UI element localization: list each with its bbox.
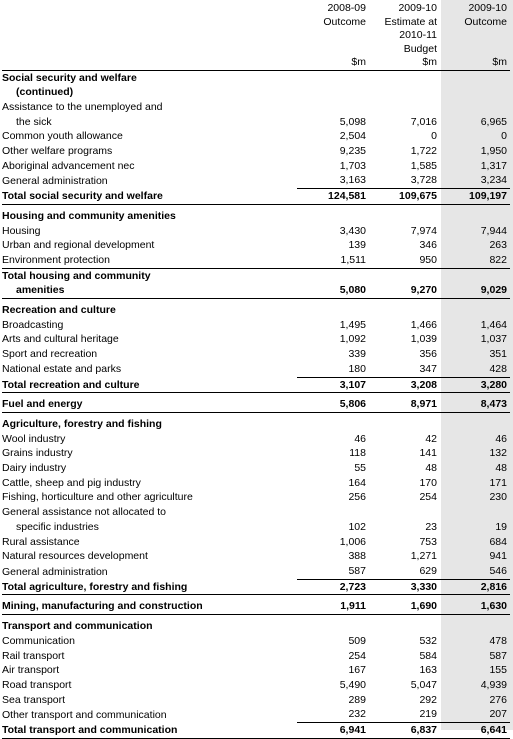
value-2009-10-outcome: 684 <box>489 535 507 548</box>
row-label: Fishing, horticulture and other agriculture <box>2 491 193 504</box>
value-2009-10-estimate: 753 <box>419 535 437 548</box>
row-label: General administration <box>2 174 108 187</box>
section-heading-row <box>2 619 510 634</box>
row-label: Mining, manufacturing and construction <box>2 599 297 614</box>
value-2008-09-outcome: 118 <box>349 447 366 460</box>
value-2009-10-estimate: 532 <box>419 634 437 647</box>
value-2008-09-outcome: 124,581 <box>297 189 369 205</box>
row-label: Wool industry <box>2 432 66 445</box>
value-2008-09-outcome: 102 <box>348 520 366 533</box>
row-label: amenities <box>2 283 297 298</box>
table-row <box>2 549 510 564</box>
table-row <box>2 362 510 377</box>
row-label: Communication <box>2 634 75 647</box>
value-2009-10-estimate: 584 <box>419 649 437 662</box>
value-2008-09-outcome: 1,511 <box>340 253 366 266</box>
value-2009-10-estimate: 5,047 <box>410 678 437 691</box>
col2-budget: Budget <box>403 42 437 55</box>
value-2009-10-outcome <box>440 85 510 100</box>
value-2009-10-outcome <box>440 70 510 85</box>
value-2009-10-estimate: 1,466 <box>410 318 437 331</box>
value-2008-09-outcome: 1,006 <box>339 535 366 548</box>
table-row <box>2 253 510 268</box>
table-row <box>2 318 510 333</box>
value-2008-09-outcome: 289 <box>348 693 366 706</box>
value-2008-09-outcome: 388 <box>348 550 366 563</box>
value-2008-09-outcome: 3,107 <box>297 377 369 393</box>
table-row <box>2 347 510 362</box>
value-2009-10-outcome <box>440 100 510 115</box>
row-label: Common youth allowance <box>2 130 123 143</box>
section-heading-row <box>2 70 510 85</box>
table-row <box>2 129 510 144</box>
table-row <box>2 238 510 253</box>
row-label: General assistance not allocated to <box>2 506 167 519</box>
col1-year: 2008-09 <box>327 2 366 14</box>
value-2009-10-outcome: 46 <box>495 432 507 445</box>
value-2009-10-estimate <box>369 209 440 224</box>
value-2008-09-outcome: 6,941 <box>297 723 369 739</box>
col1-type: Outcome <box>323 15 366 28</box>
col3-type: Outcome <box>464 15 507 28</box>
value-2009-10-estimate: 219 <box>419 708 437 721</box>
unit-label: $m <box>297 56 369 70</box>
section-heading-row <box>2 303 510 318</box>
total-row <box>2 377 510 393</box>
row-label: Total recreation and culture <box>2 377 297 393</box>
value-2009-10-outcome: 230 <box>489 491 507 504</box>
value-2009-10-estimate: 950 <box>419 253 437 266</box>
row-label: Assistance to the unemployed and <box>2 100 163 113</box>
value-2008-09-outcome: 2,504 <box>339 130 366 143</box>
value-2008-09-outcome: 509 <box>348 634 366 647</box>
value-2009-10-estimate <box>369 85 440 100</box>
value-2008-09-outcome <box>297 505 369 520</box>
value-2008-09-outcome: 55 <box>354 462 366 475</box>
row-label: Other welfare programs <box>2 145 113 158</box>
section-heading-row <box>2 85 510 100</box>
value-2009-10-outcome: 1,630 <box>440 599 510 614</box>
value-2009-10-estimate: 48 <box>425 462 437 475</box>
value-2009-10-estimate: 3,330 <box>369 579 440 595</box>
row-label: Other transport and communication <box>2 708 167 721</box>
table-row <box>2 115 510 130</box>
value-2009-10-outcome <box>440 268 510 283</box>
value-2008-09-outcome: 139 <box>348 239 366 252</box>
total-row <box>2 283 510 298</box>
value-2009-10-outcome: 1,037 <box>480 333 507 346</box>
row-label: Rail transport <box>2 649 65 662</box>
value-2008-09-outcome: 3,163 <box>339 174 366 187</box>
value-2008-09-outcome: 5,098 <box>339 115 366 128</box>
table-row <box>2 268 510 283</box>
value-2008-09-outcome <box>297 100 369 115</box>
table-row <box>2 678 510 693</box>
value-2009-10-estimate: 109,675 <box>369 189 440 205</box>
table-row <box>2 693 510 708</box>
value-2009-10-estimate: 292 <box>419 693 437 706</box>
value-2009-10-outcome <box>440 303 510 318</box>
row-label: Total transport and communication <box>2 723 297 739</box>
table-row <box>2 224 510 239</box>
value-2009-10-estimate: 1,039 <box>410 333 437 346</box>
row-label: the sick <box>16 115 52 128</box>
value-2009-10-outcome <box>440 619 510 634</box>
value-2009-10-estimate: 141 <box>419 447 437 460</box>
value-2009-10-outcome: 2,816 <box>440 579 510 595</box>
table-row <box>2 173 510 188</box>
row-label: Agriculture, forestry and fishing <box>2 417 162 430</box>
row-label: Grains industry <box>2 447 73 460</box>
col3-year: 2009-10 <box>468 2 507 14</box>
value-2009-10-outcome: 428 <box>489 362 507 375</box>
row-label: Housing <box>2 224 41 237</box>
value-2009-10-outcome: 48 <box>495 462 507 475</box>
value-2009-10-outcome: 276 <box>489 693 507 706</box>
row-label: (continued) <box>16 86 74 99</box>
table-row <box>2 446 510 461</box>
value-2009-10-estimate: 346 <box>419 239 437 252</box>
value-2009-10-estimate <box>369 100 440 115</box>
table-row <box>2 707 510 722</box>
table-row <box>2 100 510 115</box>
table-row <box>2 649 510 664</box>
unit-label: $m <box>369 56 440 70</box>
row-label: General administration <box>2 565 108 578</box>
section-heading-row <box>2 417 510 432</box>
total-row <box>2 599 510 614</box>
value-2008-09-outcome <box>297 85 369 100</box>
col2-budget-year: 2010-11 <box>399 29 437 41</box>
table-row <box>2 634 510 649</box>
row-label: Fuel and energy <box>2 397 297 412</box>
row-label: Sport and recreation <box>2 348 98 361</box>
value-2009-10-outcome: 4,939 <box>480 678 507 691</box>
value-2009-10-outcome: 9,029 <box>440 283 510 298</box>
value-2009-10-estimate: 8,971 <box>369 397 440 412</box>
value-2009-10-estimate: 6,837 <box>369 723 440 739</box>
value-2008-09-outcome <box>297 70 369 85</box>
row-label: Broadcasting <box>2 318 64 331</box>
total-row <box>2 579 510 595</box>
row-label: Total agriculture, forestry and fishing <box>2 579 297 595</box>
value-2009-10-estimate: 7,974 <box>410 224 437 237</box>
value-2009-10-estimate: 9,270 <box>369 283 440 298</box>
value-2009-10-outcome: 132 <box>489 447 507 460</box>
row-label: Air transport <box>2 664 60 677</box>
value-2008-09-outcome: 1,703 <box>339 159 366 172</box>
expenses-table <box>2 2 510 739</box>
row-label: Urban and regional development <box>2 239 155 252</box>
value-2009-10-estimate <box>369 70 440 85</box>
col2-year: 2009-10 <box>398 2 437 14</box>
row-label: Road transport <box>2 678 72 691</box>
table-row <box>2 432 510 447</box>
value-2008-09-outcome: 339 <box>348 348 366 361</box>
table-row <box>2 490 510 505</box>
value-2009-10-estimate: 1,271 <box>410 550 437 563</box>
row-label: Arts and cultural heritage <box>2 333 119 346</box>
value-2008-09-outcome: 5,806 <box>297 397 369 412</box>
value-2009-10-outcome: 6,965 <box>480 115 507 128</box>
table-row <box>2 159 510 174</box>
value-2009-10-estimate: 3,208 <box>369 377 440 393</box>
value-2009-10-outcome: 7,944 <box>480 224 507 237</box>
row-label: specific industries <box>16 520 99 533</box>
table-body <box>2 70 510 738</box>
row-label: Total social security and welfare <box>2 189 297 205</box>
value-2008-09-outcome: 3,430 <box>339 224 366 237</box>
value-2008-09-outcome: 180 <box>348 362 366 375</box>
row-label: Natural resources development <box>2 550 148 563</box>
row-label: Environment protection <box>2 253 110 266</box>
row-label: Transport and communication <box>2 620 153 633</box>
value-2009-10-estimate <box>369 505 440 520</box>
value-2009-10-estimate <box>369 619 440 634</box>
table-row <box>2 505 510 520</box>
table-row <box>2 535 510 550</box>
col2-type: Estimate at <box>384 15 437 28</box>
total-row <box>2 189 510 205</box>
value-2009-10-outcome: 546 <box>489 565 507 577</box>
section-heading-row <box>2 209 510 224</box>
table-row <box>2 332 510 347</box>
value-2008-09-outcome: 167 <box>348 664 366 677</box>
row-label: Housing and community amenities <box>2 209 176 222</box>
value-2009-10-estimate <box>369 417 440 432</box>
value-2009-10-outcome: 263 <box>489 239 507 252</box>
value-2009-10-estimate: 1,690 <box>369 599 440 614</box>
value-2008-09-outcome <box>297 303 369 318</box>
value-2009-10-estimate: 254 <box>419 491 437 504</box>
value-2009-10-outcome: 1,317 <box>480 159 507 172</box>
row-label: Cattle, sheep and pig industry <box>2 476 141 489</box>
value-2008-09-outcome: 46 <box>354 432 366 445</box>
value-2009-10-outcome: 0 <box>501 130 507 143</box>
value-2009-10-estimate <box>369 268 440 283</box>
value-2009-10-estimate: 42 <box>425 432 437 445</box>
table-row <box>2 520 510 535</box>
row-label: Social security and welfare <box>2 71 137 84</box>
value-2009-10-estimate: 163 <box>419 664 437 677</box>
value-2009-10-estimate: 1,722 <box>410 145 437 158</box>
unit-label: $m <box>440 56 510 70</box>
value-2009-10-estimate: 3,728 <box>410 174 437 187</box>
value-2009-10-outcome: 587 <box>489 649 507 662</box>
value-2009-10-estimate: 629 <box>419 565 437 577</box>
value-2009-10-estimate: 170 <box>419 476 437 489</box>
value-2008-09-outcome: 164 <box>348 476 366 489</box>
value-2009-10-outcome: 6,641 <box>440 723 510 739</box>
value-2008-09-outcome: 1,911 <box>297 599 369 614</box>
value-2009-10-outcome: 351 <box>489 348 507 361</box>
value-2009-10-outcome: 8,473 <box>440 397 510 412</box>
value-2009-10-estimate <box>369 303 440 318</box>
value-2009-10-outcome <box>440 505 510 520</box>
value-2008-09-outcome <box>297 417 369 432</box>
value-2009-10-outcome: 109,197 <box>440 189 510 205</box>
value-2009-10-estimate: 347 <box>419 362 437 375</box>
value-2009-10-outcome: 822 <box>489 253 507 266</box>
row-label: National estate and parks <box>2 363 122 376</box>
value-2008-09-outcome: 587 <box>348 565 366 577</box>
value-2009-10-estimate: 7,016 <box>410 115 437 128</box>
value-2009-10-estimate: 356 <box>419 348 437 361</box>
value-2008-09-outcome: 256 <box>348 491 366 504</box>
value-2009-10-estimate: 0 <box>431 130 437 143</box>
row-label: Rural assistance <box>2 535 80 548</box>
value-2009-10-estimate: 23 <box>425 520 437 533</box>
value-2009-10-outcome: 171 <box>489 476 507 489</box>
value-2008-09-outcome: 254 <box>348 649 366 662</box>
row-label: Dairy industry <box>2 462 67 475</box>
value-2008-09-outcome: 5,080 <box>297 283 369 298</box>
value-2009-10-outcome: 1,950 <box>480 145 507 158</box>
total-row <box>2 397 510 412</box>
row-label: Aboriginal advancement nec <box>2 159 135 172</box>
value-2009-10-outcome: 3,280 <box>440 377 510 393</box>
row-label: Recreation and culture <box>2 304 116 317</box>
table-row <box>2 663 510 678</box>
value-2009-10-outcome: 941 <box>489 550 507 563</box>
value-2008-09-outcome: 232 <box>348 708 366 721</box>
row-label: Sea transport <box>2 693 66 706</box>
value-2008-09-outcome <box>297 209 369 224</box>
value-2008-09-outcome <box>297 268 369 283</box>
row-label: Total housing and community <box>2 268 297 283</box>
value-2009-10-outcome <box>440 417 510 432</box>
value-2009-10-outcome: 19 <box>495 520 507 533</box>
value-2009-10-outcome: 1,464 <box>480 318 507 331</box>
value-2008-09-outcome: 1,495 <box>339 318 366 331</box>
value-2008-09-outcome: 2,723 <box>297 579 369 595</box>
value-2008-09-outcome <box>297 619 369 634</box>
table-row <box>2 564 510 579</box>
value-2009-10-outcome: 3,234 <box>480 174 507 187</box>
table-header <box>2 2 510 70</box>
value-2009-10-outcome: 478 <box>489 634 507 647</box>
value-2009-10-outcome: 155 <box>489 664 507 677</box>
total-row <box>2 723 510 739</box>
value-2008-09-outcome: 1,092 <box>339 333 366 346</box>
table-row <box>2 144 510 159</box>
value-2008-09-outcome: 5,490 <box>339 678 366 691</box>
value-2009-10-estimate: 1,585 <box>410 159 437 172</box>
value-2008-09-outcome: 9,235 <box>339 145 366 158</box>
table-row <box>2 461 510 476</box>
value-2009-10-outcome: 207 <box>489 708 507 721</box>
table-row <box>2 476 510 491</box>
value-2009-10-outcome <box>440 209 510 224</box>
